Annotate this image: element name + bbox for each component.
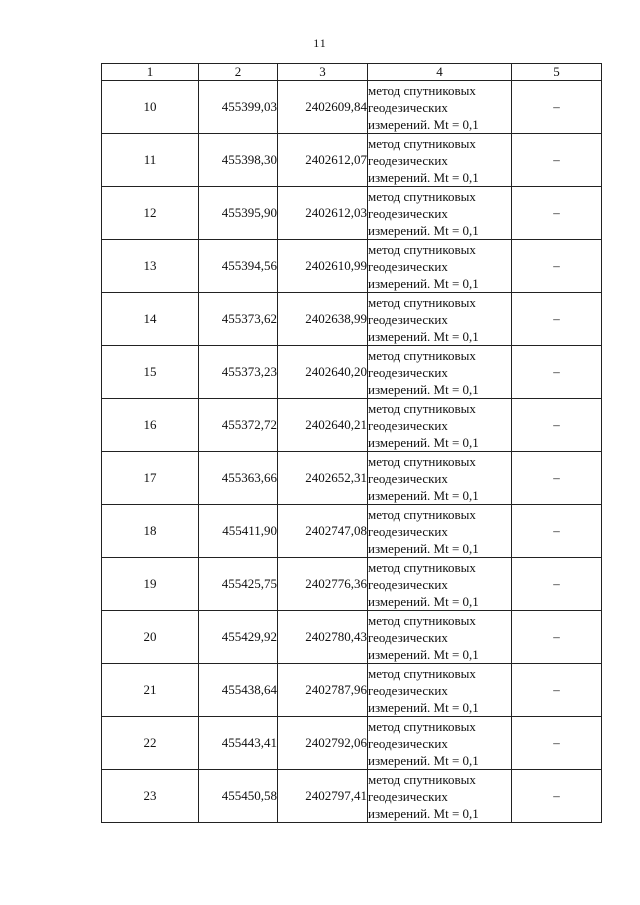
coordinates-table <box>101 63 602 823</box>
y-coordinate-cell: 2402612,03 <box>278 187 368 240</box>
note-cell: – <box>512 346 602 399</box>
y-coordinate-cell: 2402638,99 <box>278 293 368 346</box>
method-text-line: геодезических <box>368 629 448 645</box>
method-text-line: измерений. Mt = 0,1 <box>368 593 479 609</box>
method-text-line: геодезических <box>368 99 448 115</box>
point-number-cell: 21 <box>102 664 199 717</box>
method-cell <box>368 717 512 770</box>
y-coordinate-cell: 2402787,96 <box>278 664 368 717</box>
y-coordinate-cell: 2402612,07 <box>278 134 368 187</box>
method-cell <box>368 81 512 134</box>
table-header <box>102 64 602 81</box>
method-text-line: метод спутниковых <box>368 453 476 469</box>
method-text-line: метод спутниковых <box>368 665 476 681</box>
method-text-line: геодезических <box>368 735 448 751</box>
method-text-line: измерений. Mt = 0,1 <box>368 275 479 291</box>
x-coordinate-cell: 455399,03 <box>199 81 278 134</box>
note-cell: – <box>512 717 602 770</box>
header-row <box>102 64 602 81</box>
table-row <box>102 611 602 664</box>
note-cell: – <box>512 293 602 346</box>
note-cell: – <box>512 770 602 823</box>
x-coordinate-cell: 455438,64 <box>199 664 278 717</box>
method-cell <box>368 293 512 346</box>
method-text-line: измерений. Mt = 0,1 <box>368 328 479 344</box>
method-text-line: измерений. Mt = 0,1 <box>368 381 479 397</box>
method-text-line: метод спутниковых <box>368 347 476 363</box>
method-text-line: метод спутниковых <box>368 559 476 575</box>
note-cell: – <box>512 240 602 293</box>
method-text-line: измерений. Mt = 0,1 <box>368 805 479 821</box>
point-number-cell: 18 <box>102 505 199 558</box>
method-text-line: геодезических <box>368 576 448 592</box>
y-coordinate-cell: 2402609,84 <box>278 81 368 134</box>
x-coordinate-cell: 455373,23 <box>199 346 278 399</box>
method-text-line: геодезических <box>368 364 448 380</box>
method-text-line: метод спутниковых <box>368 188 476 204</box>
point-number-cell: 11 <box>102 134 199 187</box>
page-number: 11 <box>313 36 327 50</box>
table-body <box>102 81 602 823</box>
method-text-line: геодезических <box>368 682 448 698</box>
note-cell: – <box>512 81 602 134</box>
table-row <box>102 452 602 505</box>
method-text-line: геодезических <box>368 417 448 433</box>
method-text-line: метод спутниковых <box>368 241 476 257</box>
method-text-line: геодезических <box>368 258 448 274</box>
point-number-cell: 23 <box>102 770 199 823</box>
note-cell: – <box>512 399 602 452</box>
x-coordinate-cell: 455372,72 <box>199 399 278 452</box>
point-number-cell: 13 <box>102 240 199 293</box>
x-coordinate-cell: 455398,30 <box>199 134 278 187</box>
note-cell: – <box>512 611 602 664</box>
point-number-cell: 17 <box>102 452 199 505</box>
x-coordinate-cell: 455429,92 <box>199 611 278 664</box>
method-text-line: измерений. Mt = 0,1 <box>368 487 479 503</box>
y-coordinate-cell: 2402610,99 <box>278 240 368 293</box>
table-row <box>102 293 602 346</box>
table-row <box>102 346 602 399</box>
method-cell <box>368 558 512 611</box>
y-coordinate-cell: 2402747,08 <box>278 505 368 558</box>
method-text-line: метод спутниковых <box>368 771 476 787</box>
method-text-line: метод спутниковых <box>368 506 476 522</box>
note-cell: – <box>512 558 602 611</box>
method-text-line: измерений. Mt = 0,1 <box>368 169 479 185</box>
y-coordinate-cell: 2402652,31 <box>278 452 368 505</box>
note-cell: – <box>512 187 602 240</box>
method-text-line: геодезических <box>368 788 448 804</box>
y-coordinate-cell: 2402780,43 <box>278 611 368 664</box>
note-cell: – <box>512 452 602 505</box>
table-row <box>102 240 602 293</box>
x-coordinate-cell: 455394,56 <box>199 240 278 293</box>
method-cell <box>368 240 512 293</box>
point-number-cell: 15 <box>102 346 199 399</box>
x-coordinate-cell: 455425,75 <box>199 558 278 611</box>
method-text-line: измерений. Mt = 0,1 <box>368 752 479 768</box>
method-text-line: метод спутниковых <box>368 612 476 628</box>
method-text-line: метод спутниковых <box>368 718 476 734</box>
method-text-line: измерений. Mt = 0,1 <box>368 540 479 556</box>
x-coordinate-cell: 455450,58 <box>199 770 278 823</box>
x-coordinate-cell: 455363,66 <box>199 452 278 505</box>
table-row <box>102 399 602 452</box>
note-cell: – <box>512 134 602 187</box>
method-cell <box>368 346 512 399</box>
method-cell <box>368 399 512 452</box>
point-number-cell: 12 <box>102 187 199 240</box>
method-text-line: геодезических <box>368 470 448 486</box>
x-coordinate-cell: 455411,90 <box>199 505 278 558</box>
method-text-line: геодезических <box>368 205 448 221</box>
method-cell <box>368 134 512 187</box>
header-col-4: 4 <box>368 64 512 81</box>
point-number-cell: 10 <box>102 81 199 134</box>
method-text-line: метод спутниковых <box>368 294 476 310</box>
table-row <box>102 770 602 823</box>
method-text-line: измерений. Mt = 0,1 <box>368 434 479 450</box>
y-coordinate-cell: 2402640,21 <box>278 399 368 452</box>
table-row <box>102 505 602 558</box>
header-col-5: 5 <box>512 64 602 81</box>
method-text-line: измерений. Mt = 0,1 <box>368 699 479 715</box>
x-coordinate-cell: 455443,41 <box>199 717 278 770</box>
y-coordinate-cell: 2402776,36 <box>278 558 368 611</box>
point-number-cell: 20 <box>102 611 199 664</box>
header-col-2: 2 <box>199 64 278 81</box>
table-row <box>102 664 602 717</box>
header-col-3: 3 <box>278 64 368 81</box>
method-cell <box>368 187 512 240</box>
point-number-cell: 16 <box>102 399 199 452</box>
y-coordinate-cell: 2402640,20 <box>278 346 368 399</box>
method-text-line: геодезических <box>368 523 448 539</box>
table-row <box>102 81 602 134</box>
method-cell <box>368 664 512 717</box>
table-row <box>102 558 602 611</box>
method-cell <box>368 452 512 505</box>
table-row <box>102 187 602 240</box>
method-text-line: измерений. Mt = 0,1 <box>368 116 479 132</box>
note-cell: – <box>512 664 602 717</box>
method-cell <box>368 770 512 823</box>
y-coordinate-cell: 2402797,41 <box>278 770 368 823</box>
method-cell <box>368 611 512 664</box>
point-number-cell: 22 <box>102 717 199 770</box>
method-text-line: измерений. Mt = 0,1 <box>368 222 479 238</box>
method-text-line: измерений. Mt = 0,1 <box>368 646 479 662</box>
method-text-line: метод спутниковых <box>368 400 476 416</box>
table-row <box>102 134 602 187</box>
method-text-line: геодезических <box>368 311 448 327</box>
y-coordinate-cell: 2402792,06 <box>278 717 368 770</box>
table-row <box>102 717 602 770</box>
point-number-cell: 14 <box>102 293 199 346</box>
point-number-cell: 19 <box>102 558 199 611</box>
method-text-line: метод спутниковых <box>368 82 476 98</box>
method-text-line: метод спутниковых <box>368 135 476 151</box>
note-cell: – <box>512 505 602 558</box>
x-coordinate-cell: 455373,62 <box>199 293 278 346</box>
header-col-1: 1 <box>102 64 199 81</box>
method-text-line: геодезических <box>368 152 448 168</box>
x-coordinate-cell: 455395,90 <box>199 187 278 240</box>
method-cell <box>368 505 512 558</box>
